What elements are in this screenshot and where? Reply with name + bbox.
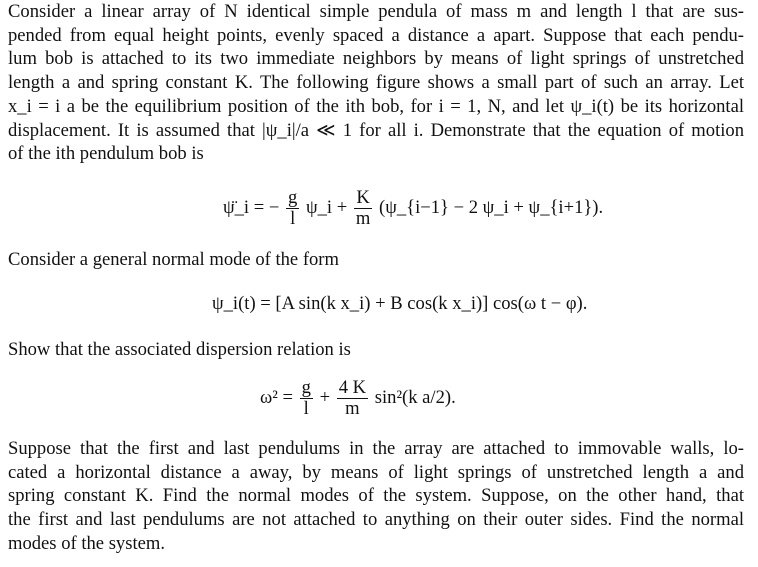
text-line: modes of the system. — [8, 532, 165, 554]
text-line: of the ith pendulum bob is — [8, 143, 204, 165]
text-line: pended from equal height points, evenly spaced a distance a apart. Suppose that each pendu- — [8, 24, 744, 46]
equation-middle: ψ_i + — [305, 196, 348, 218]
text-line: cated a horizontal distance a away, by means of light springs of unstretched length a and — [8, 461, 744, 483]
fraction-k-over-m — [354, 188, 372, 229]
normal-mode-equation — [212, 295, 587, 314]
paragraph-dispersion — [8, 338, 744, 362]
fraction-denominator: l — [303, 398, 309, 419]
fraction-numerator: g — [288, 187, 298, 208]
plus-sign: + — [319, 386, 331, 408]
fraction-denominator: l — [290, 208, 296, 229]
text-line: x_i = i a be the equilibrium position of the ith bob, for i = 1, N, and let ψ_i(t) be its horizontal — [8, 95, 744, 117]
equation-rhs: sin²(k a/2). — [374, 386, 456, 408]
text-line: spring constant K. Find the normal modes of the system. Suppose, on the other hand, that — [8, 485, 744, 507]
fraction-numerator: 4 K — [338, 377, 367, 398]
fraction-numerator: g — [301, 377, 311, 398]
text-line: lum bob is attached to its two immediate neighbors by means of light springs of unstretched — [8, 48, 744, 70]
equation-rhs: (ψ_{i−1} − 2 ψ_i + ψ_{i+1}). — [379, 196, 604, 218]
fraction-numerator: K — [354, 188, 372, 209]
fraction-g-over-l — [286, 188, 299, 229]
text-line: Consider a general normal mode of the form — [8, 249, 339, 270]
fraction-denominator: m — [345, 398, 360, 419]
paragraph-boundary-conditions — [8, 437, 744, 556]
text-line: Consider a linear array of N identical simple pendula of mass m and length l that are sus- — [8, 1, 744, 22]
text-line: length a and spring constant K. The following figure shows a small part of such an array. Let — [8, 72, 744, 94]
fraction-g-over-l — [300, 378, 313, 419]
text-line: the first and last pendulums are not attached to anything on their outer sides. Find the normal — [8, 509, 744, 531]
equation-of-motion — [223, 188, 603, 229]
dispersion-relation — [260, 378, 456, 419]
text-line: Show that the associated dispersion relation is — [8, 339, 351, 360]
text-line: displacement. It is assumed that |ψ_i|/a ≪ 1 for all i. Demonstrate that the equation of motion — [8, 119, 744, 141]
text-line: Suppose that the first and last pendulums in the array are attached to immovable walls, lo- — [8, 438, 744, 459]
equation-text: ψ_i(t) = [A sin(k x_i) + B cos(k x_i)] cos(ω t − φ). — [212, 293, 588, 314]
paragraph-intro — [8, 0, 744, 166]
equation-lhs: ω² = — [260, 386, 293, 408]
equation-lhs: ψ̈_i = − — [223, 196, 280, 218]
fraction-denominator: m — [355, 208, 371, 229]
paragraph-normal-mode — [8, 248, 744, 272]
fraction-4k-over-m — [337, 378, 368, 419]
